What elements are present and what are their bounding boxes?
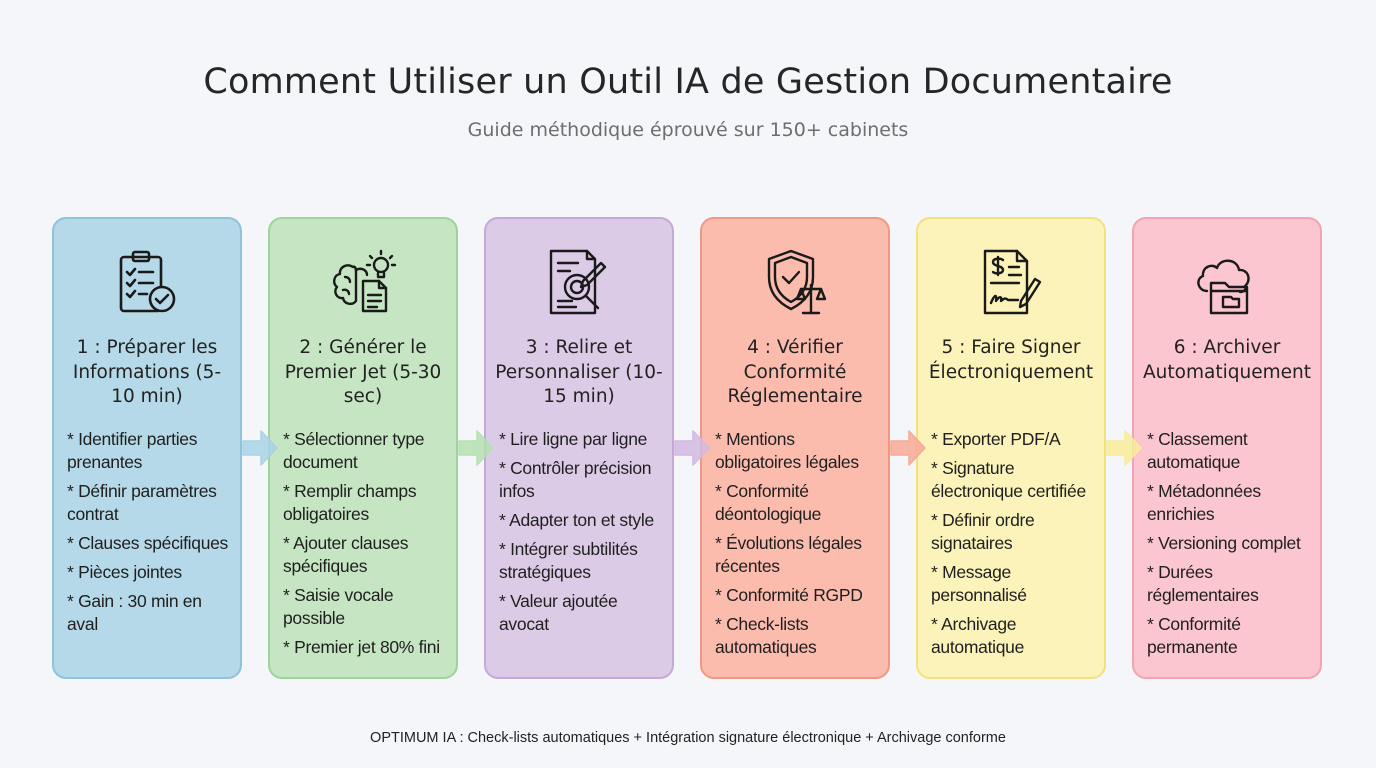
list-item: * Gain : 30 min en aval (67, 591, 202, 634)
list-item: * Durées réglementaires (1147, 562, 1259, 605)
list-item: * Saisie vocale possible (283, 585, 394, 628)
step-card-6 (1132, 217, 1322, 679)
list-item: * Définir ordre signataires (931, 510, 1035, 553)
list-item: * Définir paramètres contrat (67, 481, 217, 524)
list-item: * Premier jet 80% fini (283, 637, 440, 657)
list-item: * Mentions obligatoires légales (715, 429, 859, 472)
list-item: * Message personnalisé (931, 562, 1027, 605)
list-item: * Conformité déontologique (715, 481, 822, 524)
shield-scales-icon (755, 245, 835, 325)
list-item: * Clauses spécifiques (67, 533, 229, 553)
list-item: * Sélectionner type document (283, 429, 425, 472)
flow-arrow-icon (458, 429, 494, 467)
clipboard-check-icon (107, 245, 187, 325)
brain-lightbulb-document-icon (323, 245, 403, 325)
list-item: * Métadonnées enrichies (1147, 481, 1261, 524)
list-item: * Évolutions légales récentes (715, 533, 862, 576)
list-item: * Classement automatique (1147, 429, 1248, 472)
step-items (931, 428, 1098, 665)
step-card-5 (916, 217, 1106, 679)
step-title: 5 : Faire Signer Électroniquement (928, 337, 1094, 383)
flow-arrow-icon (242, 429, 278, 467)
step-items (67, 428, 234, 642)
list-item: * Conformité RGPD (715, 585, 863, 605)
list-item: * Versioning complet (1147, 533, 1301, 553)
step-card-2 (268, 217, 458, 679)
step-items (715, 428, 882, 665)
flow-arrow-icon (890, 429, 926, 467)
list-item: * Check-lists automatiques (715, 614, 817, 657)
document-magnifier-pen-icon (539, 245, 619, 325)
list-item: * Exporter PDF/A (931, 429, 1061, 449)
list-item: * Adapter ton et style (499, 510, 654, 530)
step-items (283, 428, 450, 665)
list-item: * Valeur ajoutée avocat (499, 591, 618, 634)
list-item: * Contrôler précision infos (499, 458, 652, 501)
list-item: * Lire ligne par ligne (499, 429, 648, 449)
step-title: 6 : Archiver Automatiquement (1143, 337, 1311, 383)
step-card-1 (52, 217, 242, 679)
signed-document-pen-icon (971, 245, 1051, 325)
footer-note: OPTIMUM IA : Check-lists automatiques + Intégration signature électronique + Archivage conforme (370, 730, 1006, 746)
page-title: Comment Utiliser un Outil IA de Gestion Documentaire (203, 62, 1173, 102)
list-item: * Intégrer subtilités stratégiques (499, 539, 638, 582)
list-item: * Pièces jointes (67, 562, 182, 582)
step-title: 4 : Vérifier Conformité Réglementaire (727, 337, 863, 407)
page-subtitle: Guide méthodique éprouvé sur 150+ cabinets (467, 119, 909, 141)
list-item: * Remplir champs obligatoires (283, 481, 417, 524)
step-items (499, 428, 666, 642)
step-title: 2 : Générer le Premier Jet (5-30 sec) (284, 337, 442, 407)
list-item: * Signature électronique certifiée (931, 458, 1086, 501)
list-item: * Identifier parties prenantes (67, 429, 198, 472)
flow-arrow-icon (1106, 429, 1142, 467)
step-title: 3 : Relire et Personnaliser (10-15 min) (495, 337, 663, 407)
step-items (1147, 428, 1314, 665)
cloud-folder-icon (1187, 245, 1267, 325)
flow-arrow-icon (674, 429, 710, 467)
list-item: * Ajouter clauses spécifiques (283, 533, 409, 576)
list-item: * Archivage automatique (931, 614, 1025, 657)
step-card-3 (484, 217, 674, 679)
list-item: * Conformité permanente (1147, 614, 1241, 657)
step-card-4 (700, 217, 890, 679)
step-title: 1 : Préparer les Informations (5-10 min) (72, 337, 222, 407)
